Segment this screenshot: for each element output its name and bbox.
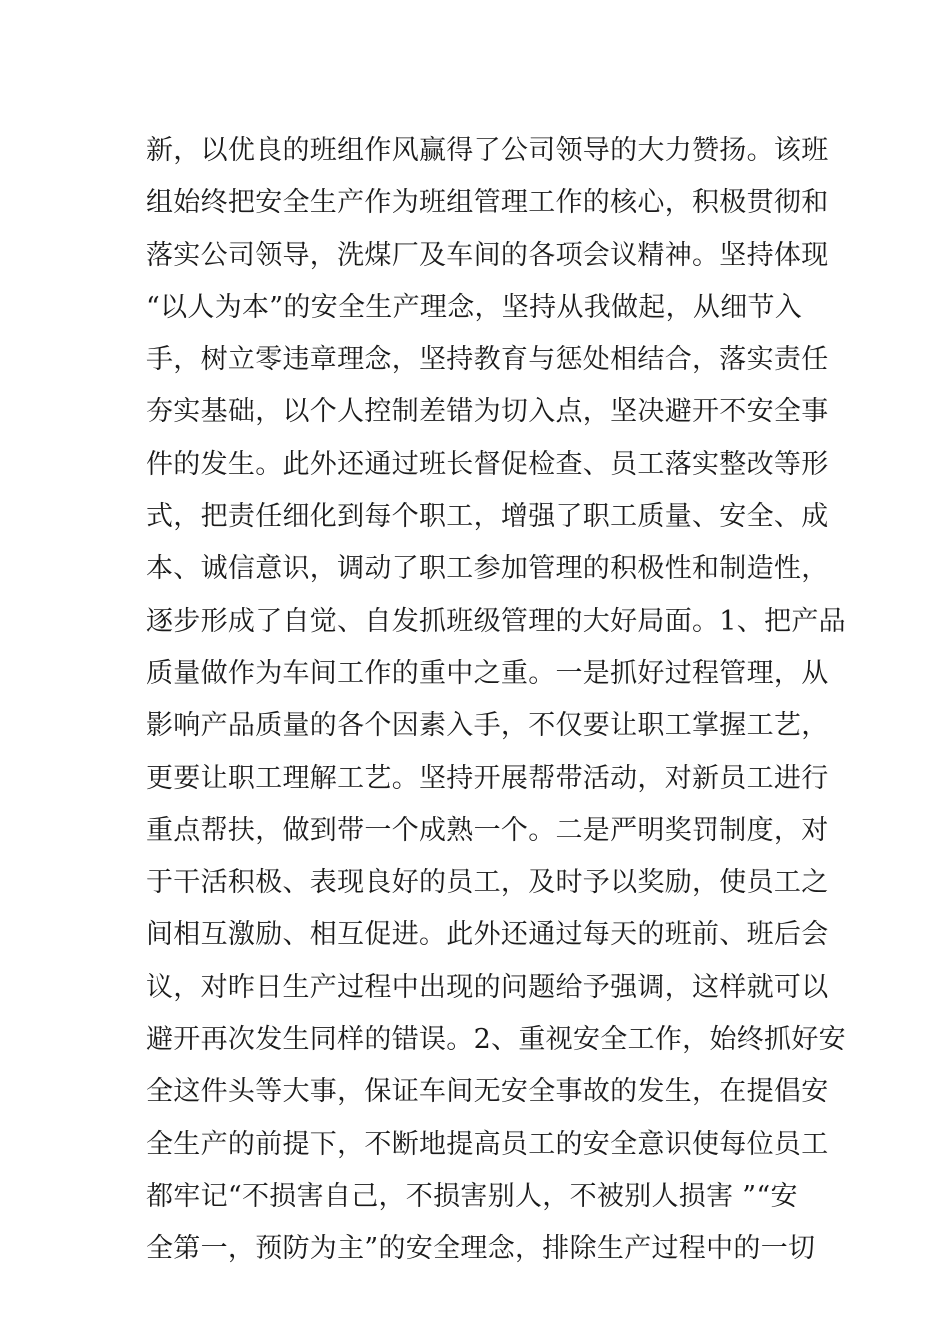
text-line: “以人为本”的安全生产理念，坚持从我做起，从细节入 <box>146 291 803 323</box>
text-line: 件的发生。此外还通过班长督促检查、员工落实整改等形 <box>146 448 829 480</box>
text-line: 手，树立零违章理念，坚持教育与惩处相结合，落实责任 <box>146 344 829 376</box>
body-paragraph <box>146 125 846 1276</box>
text-line: 逐步形成了自觉、自发抓班级管理的大好局面。1、把产品 <box>146 605 846 637</box>
text-line: 本、诚信意识，调动了职工参加管理的积极性和制造性， <box>146 553 829 585</box>
text-line: 全生产的前提下，不断地提高员工的安全意识使每位员工 <box>146 1128 829 1160</box>
text-line: 重点帮扶，做到带一个成熟一个。二是严明奖罚制度，对 <box>146 814 829 846</box>
text-line: 更要让职工理解工艺。坚持开展帮带活动，对新员工进行 <box>146 762 829 794</box>
text-line: 全第一，预防为主”的安全理念，排除生产过程中的一切 <box>146 1233 816 1265</box>
text-line: 都牢记“不损害自己，不损害别人，不被别人损害 ”“安 <box>146 1180 798 1212</box>
text-line: 议，对昨日生产过程中出现的问题给予强调，这样就可以 <box>146 971 829 1003</box>
text-line: 组始终把安全生产作为班组管理工作的核心，积极贯彻和 <box>146 187 829 219</box>
text-line: 于干活积极、表现良好的员工，及时予以奖励，使员工之 <box>146 867 829 899</box>
text-line: 式，把责任细化到每个职工，增强了职工质量、安全、成 <box>146 501 829 533</box>
text-line: 落实公司领导，洗煤厂及车间的各项会议精神。坚持体现 <box>146 239 829 271</box>
text-line: 避开再次发生同样的错误。2、重视安全工作，始终抓好安 <box>146 1024 846 1056</box>
text-line: 新，以优良的班组作风赢得了公司领导的大力赞扬。该班 <box>146 135 829 166</box>
text-line: 间相互激励、相互促进。此外还通过每天的班前、班后会 <box>146 919 829 951</box>
text-line: 夯实基础，以个人控制差错为切入点，坚决避开不安全事 <box>146 396 829 428</box>
text-line: 全这件头等大事，保证车间无安全事故的发生，在提倡安 <box>146 1076 829 1108</box>
text-line: 质量做作为车间工作的重中之重。一是抓好过程管理，从 <box>146 657 829 689</box>
text-line: 影响产品质量的各个因素入手，不仅要让职工掌握工艺， <box>146 710 829 742</box>
